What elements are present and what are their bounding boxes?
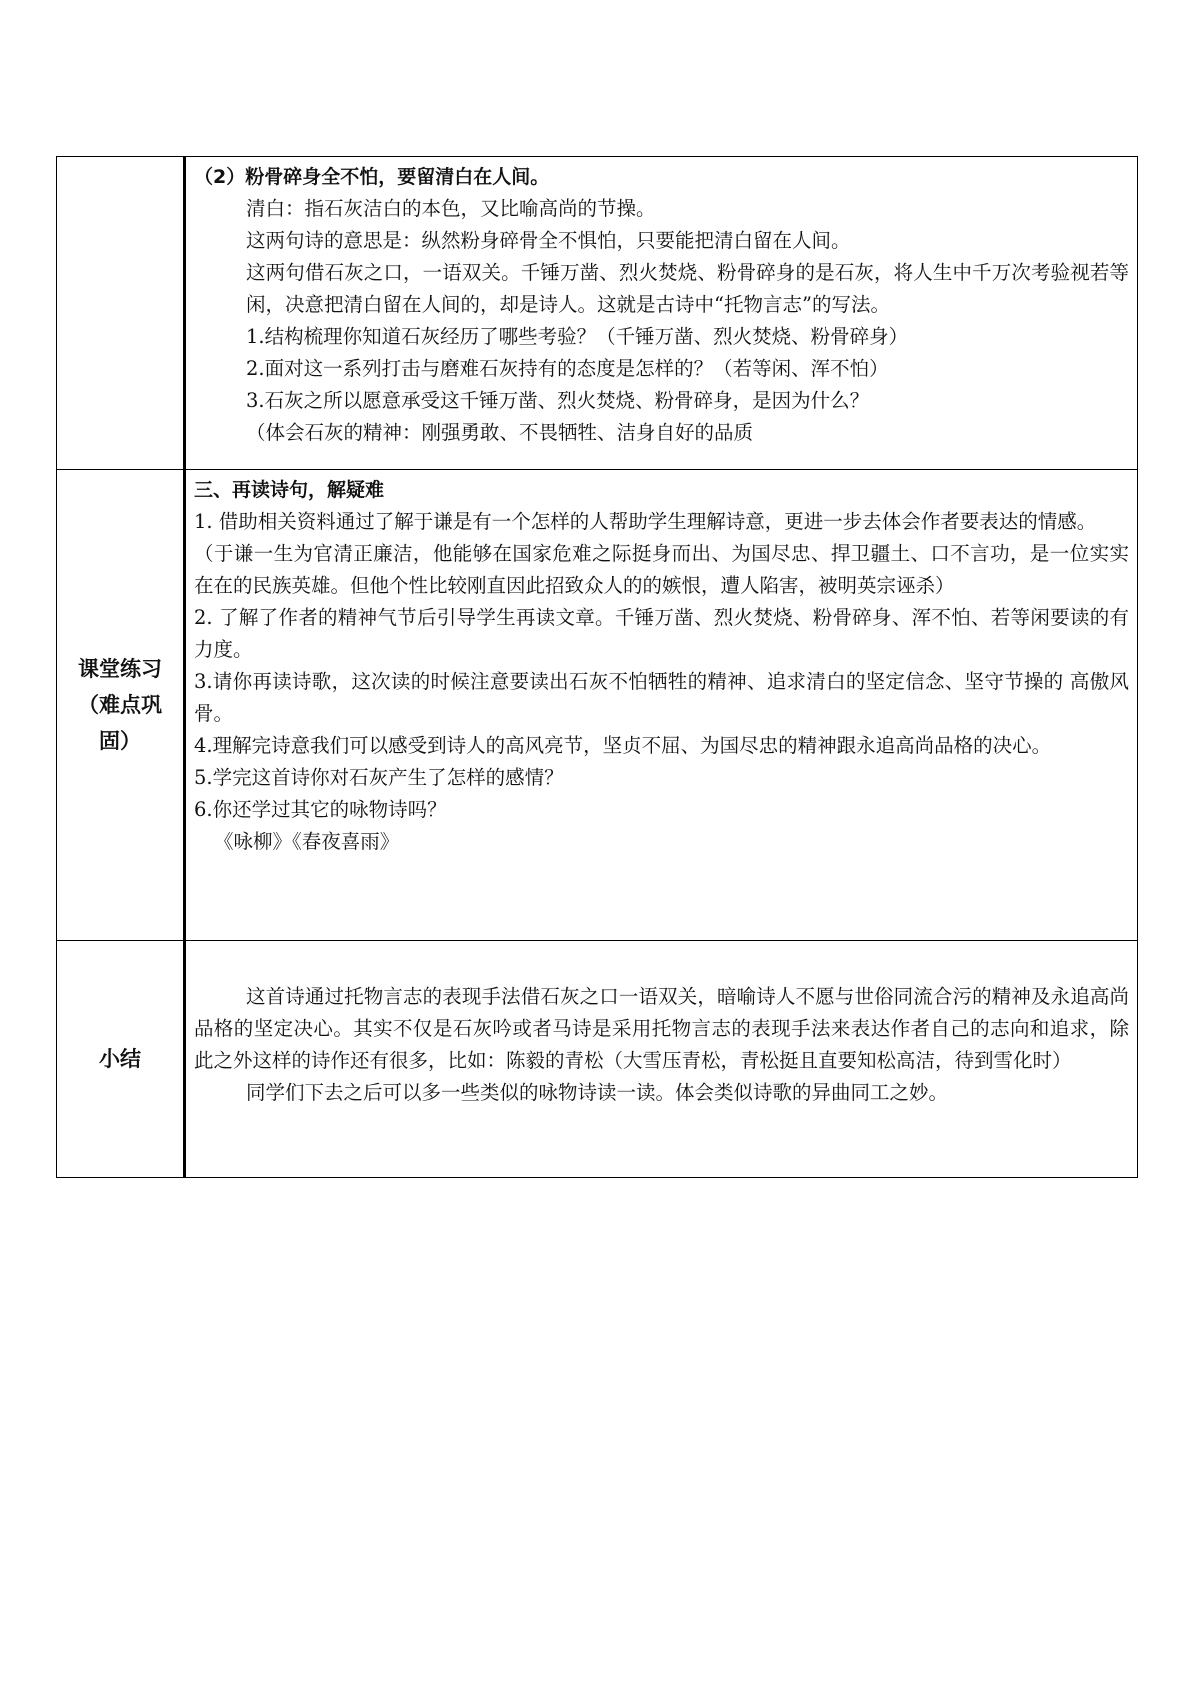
label-line: 固） — [99, 729, 141, 753]
answer-note: （体会石灰的精神：刚强勇敢、不畏牺牲、洁身自好的品质 — [246, 421, 754, 444]
paragraph: 这首诗通过托物言志的表现手法借石灰之口一语双关，暗喻诗人不愿与世俗同流合污的精神及永追高尚品格的坚定决心。其实不仅是石灰吟或者马诗是采用托物言志的表现手法来表达作者自己的志向和追求，除此之外这样的诗作还有很多，比如：陈毅的青松（大雪压青松，青松挺且直要知松高洁，待到雪化时） — [194, 985, 1129, 1072]
table-row — [57, 157, 1138, 470]
list-item: 2. 了解了作者的精神气节后引导学生再读文章。千锤万凿、烈火焚烧、粉骨碎身、浑不怕、若等闲要读的有力度。 — [194, 606, 1129, 661]
paragraph: 同学们下去之后可以多一些类似的咏物诗读一读。体会类似诗歌的异曲同工之妙。 — [246, 1081, 949, 1104]
label-line: （难点巩 — [78, 693, 162, 717]
lesson-table — [56, 156, 1138, 1178]
poem-titles: 《咏柳》《春夜喜雨》 — [214, 830, 400, 853]
row-label-practice — [57, 470, 185, 941]
list-item: 6.你还学过其它的咏物诗吗？ — [194, 798, 447, 821]
question-item: 3.石灰之所以愿意承受这千锤万凿、烈火焚烧、粉骨碎身，是因为什么？ — [246, 389, 870, 412]
table-row — [57, 470, 1138, 941]
content-cell — [185, 470, 1138, 941]
content-cell — [185, 941, 1138, 1178]
question-item: 2.面对这一系列打击与磨难石灰持有的态度是怎样的？（若等闲、浑不怕） — [246, 357, 889, 380]
question-item: 1.结构梳理你知道石灰经历了哪些考验？（千锤万凿、烈火焚烧、粉骨碎身） — [246, 325, 909, 348]
paragraph: 这两句借石灰之口，一语双关。千锤万凿、烈火焚烧、粉骨碎身的是石灰，将人生中千万次考验视若等闲，决意把清白留在人间的，却是诗人。这就是古诗中“托物言志”的写法。 — [246, 261, 1129, 316]
section-heading: 三、再读诗句，解疑难 — [194, 479, 385, 501]
list-item: 4.理解完诗意我们可以感受到诗人的高风亮节，坚贞不屈、为国尽忠的精神跟永追高尚品格的决心。 — [194, 734, 1052, 757]
content-cell — [185, 157, 1138, 470]
list-item: 3.请你再读诗歌，这次读的时候注意要读出石灰不怕牺牲的精神、追求清白的坚定信念、坚守节操的 高傲风骨。 — [194, 670, 1129, 725]
paragraph: （于谦一生为官清正廉洁，他能够在国家危难之际挺身而出、为国尽忠、捍卫疆土、口不言功，是一位实实在在的民族英雄。但他个性比较刚直因此招致众人的的嫉恨，遭人陷害，被明英宗诬杀） — [194, 542, 1129, 597]
section-heading: （2）粉骨碎身全不怕，要留清白在人间。 — [194, 166, 550, 188]
row-label-empty — [57, 157, 185, 470]
list-item: 1. 借助相关资料通过了解于谦是有一个怎样的人帮助学生理解诗意，更进一步去体会作者要表达的情感。 — [194, 510, 1097, 533]
paragraph: 这两句诗的意思是：纵然粉身碎骨全不惧怕，只要能把清白留在人间。 — [246, 229, 851, 252]
row-label-summary: 小结 — [57, 941, 185, 1178]
table-row — [57, 941, 1138, 1178]
list-item: 5.学完这首诗你对石灰产生了怎样的感情？ — [194, 766, 564, 789]
label-line: 课堂练习 — [78, 657, 162, 681]
paragraph: 清白：指石灰洁白的本色，又比喻高尚的节操。 — [246, 197, 656, 220]
